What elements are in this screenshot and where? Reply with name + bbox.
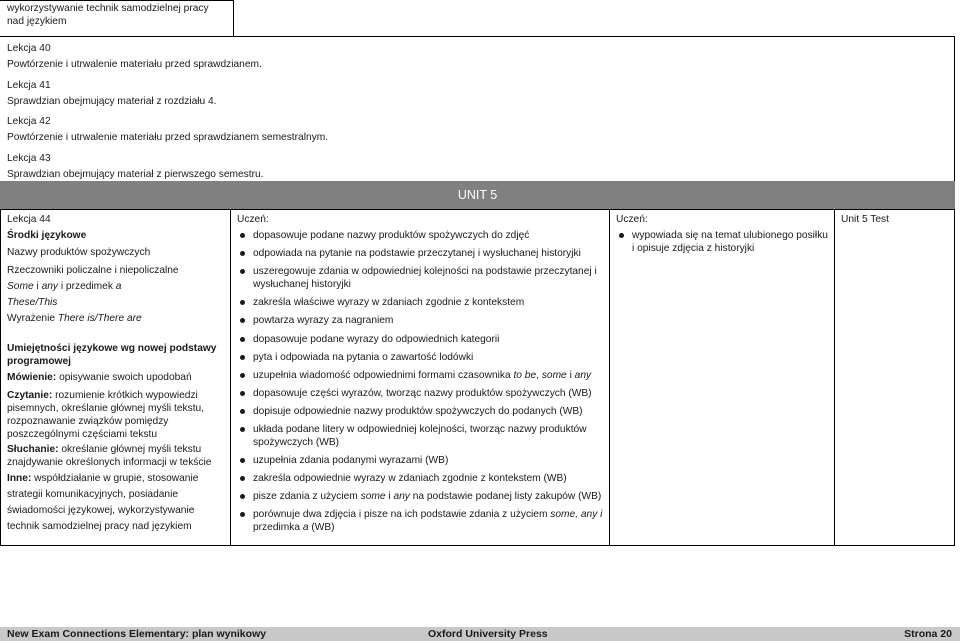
text-fragment: określanie głównej myśli tekstu: [58, 444, 202, 455]
text-fragment: opisywanie swoich upodobań: [56, 372, 192, 383]
lesson-text: Sprawdzian obejmujący materiał z pierwszego semestru.: [7, 169, 264, 180]
list-item: dopasowuje podane wyrazy do odpowiednich kategorii: [237, 333, 605, 346]
text-fragment: i: [385, 491, 394, 502]
lesson-block: [7, 152, 328, 181]
list-item: wypowiada się na temat ulubionego posiłku i opisuje zdjęcia z historyjki: [616, 229, 830, 255]
table-top-border: [0, 0, 233, 1]
top-cell-line: wykorzystywanie technik samodzielnej pracy: [7, 3, 209, 14]
italic-term: There is/There are: [57, 313, 142, 324]
footer-left: New Exam Connections Elementary: plan wynikowy: [7, 628, 267, 640]
italic-term: to be: [513, 370, 537, 381]
content-line: Nazwy produktów spożywczych: [7, 247, 151, 258]
italic-term: some, any i: [550, 509, 603, 520]
italic-term: a: [302, 522, 309, 533]
requirements-list: [616, 229, 830, 255]
unit-header-title: UNIT 5: [457, 188, 498, 202]
table-col-divider: [609, 209, 610, 546]
lesson-block: [7, 42, 328, 79]
skill-line: znajdywanie określonych informacji w tekście: [7, 457, 212, 468]
italic-term: any: [41, 281, 58, 292]
list-item: pyta i odpowiada na pytania o zawartość lodówki: [237, 351, 605, 364]
unit-header-bar: [0, 181, 955, 209]
lesson-title: Lekcja 40: [7, 43, 51, 54]
table-col-divider: [834, 209, 835, 546]
list-item: uzupełnia zdania podanymi wyrazami (WB): [237, 454, 605, 467]
list-item: odpowiada na pytanie na podstawie przeczytanej i wysłuchanej historyjki: [237, 247, 605, 260]
footer-center: Oxford University Press: [428, 628, 548, 640]
top-cell-line: nad językiem: [7, 16, 67, 27]
table-row-border: [0, 36, 955, 37]
text-fragment: współdziałanie w grupie, stosowanie: [31, 473, 199, 484]
section-heading: Środki językowe: [7, 230, 87, 241]
list-item: zakreśla właściwe wyrazy w zdaniach zgodnie z kontekstem: [237, 296, 605, 309]
text-fragment: ,: [536, 370, 542, 381]
skill-line: poszczególnymi częściami tekstu: [7, 429, 158, 440]
skill-line: technik samodzielnej pracy nad językiem: [7, 521, 192, 532]
tests-column: [841, 213, 951, 226]
top-cell: [7, 2, 209, 28]
table-col-divider: [954, 209, 955, 546]
list-item: [237, 508, 605, 534]
skill-line: [7, 443, 227, 456]
column-header: Uczeń:: [237, 214, 269, 225]
table-row-border: [0, 209, 955, 210]
list-item: dopisuje odpowiednie nazwy produktów spożywczych do podanych (WB): [237, 405, 605, 418]
section-heading: Umiejętności językowe wg nowej podstawy: [7, 343, 217, 354]
text-fragment: rozumienie krótkich wypowiedzi: [52, 390, 198, 401]
italic-term: any: [574, 370, 592, 381]
text-fragment: i: [33, 281, 42, 292]
skill-line: [7, 389, 227, 402]
lessons-list: [7, 42, 328, 181]
table-row-border: [0, 545, 955, 546]
skill-label: Inne:: [7, 473, 32, 484]
content-line: [7, 280, 227, 293]
text-fragment: i przedimek: [58, 281, 116, 292]
lesson-title: Lekcja 43: [7, 153, 51, 164]
lesson-title: Lekcja 42: [7, 116, 51, 127]
text-fragment: na podstawie podanej listy zakupów (WB): [409, 491, 602, 502]
test-label: Unit 5 Test: [841, 214, 889, 225]
table-col-divider: [230, 209, 231, 546]
text-fragment: uzupełnia wiadomość odpowiednimi formami czasownika: [253, 370, 514, 381]
extended-requirements-column: [616, 213, 830, 255]
list-item: dopasowuje części wyrazów, tworząc nazwy produktów spożywczych (WB): [237, 387, 605, 400]
skill-line: [7, 472, 227, 485]
text-fragment: pisze zdania z użyciem: [253, 491, 361, 502]
lesson-block: [7, 79, 328, 115]
lesson-block: [7, 115, 328, 152]
content-line: Rzeczowniki policzalne i niepoliczalne: [7, 265, 179, 276]
list-item: [237, 490, 605, 503]
list-item: uszeregowuje zdania w odpowiedniej kolejności na podstawie przeczytanej i wysłuchanej historyjki: [237, 265, 605, 291]
content-line: [7, 312, 227, 325]
skill-line: świadomości językowej, wykorzystywanie: [7, 505, 195, 516]
language-means-column: [7, 213, 227, 533]
italic-term: some: [360, 491, 386, 502]
list-item: dopasowuje podane nazwy produktów spożywczych do zdjęć: [237, 229, 605, 242]
list-item: układa podane litery w odpowiedniej kolejności, tworząc nazwy produktów spożywczych (WB): [237, 423, 605, 449]
list-item: [237, 369, 605, 382]
lesson-text: Powtórzenie i utrwalenie materiału przed sprawdzianem semestralnym.: [7, 132, 329, 143]
text-fragment: przedimka: [253, 522, 303, 533]
lesson-text: Powtórzenie i utrwalenie materiału przed sprawdzianem.: [7, 59, 262, 70]
italic-term: a: [115, 281, 122, 292]
basic-requirements-column: [237, 213, 605, 534]
text-fragment: Wyrażenie: [7, 313, 58, 324]
page-footer: [0, 627, 960, 641]
skill-line: [7, 371, 227, 384]
footer-right: Strona 20: [904, 628, 952, 640]
skill-label: Słuchanie:: [7, 444, 59, 455]
section-heading: programowej: [7, 356, 71, 367]
italic-term: some: [541, 370, 567, 381]
table-col-divider: [0, 209, 1, 546]
skill-line: pisemnych, określanie głównej myśli tekstu,: [7, 403, 205, 414]
list-item: zakreśla odpowiednie wyrazy w zdaniach zgodnie z kontekstem (WB): [237, 472, 605, 485]
skill-line: rozpoznawanie związków pomiędzy: [7, 416, 169, 427]
skill-label: Czytanie:: [7, 390, 53, 401]
content-line: These/This: [7, 297, 58, 308]
skill-label: Mówienie:: [7, 372, 57, 383]
italic-term: any: [393, 491, 410, 502]
lesson-title: Lekcja 44: [7, 214, 51, 225]
skill-line: strategii komunikacyjnych, posiadanie: [7, 489, 179, 500]
column-header: Uczeń:: [616, 214, 648, 225]
requirements-list: [237, 229, 605, 534]
lesson-text: Sprawdzian obejmujący materiał z rozdziału 4.: [7, 96, 217, 107]
lesson-title: Lekcja 41: [7, 80, 51, 91]
text-fragment: i: [566, 370, 575, 381]
list-item: powtarza wyrazy za nagraniem: [237, 314, 605, 327]
table-right-border: [954, 36, 955, 181]
italic-term: Some: [7, 281, 34, 292]
text-fragment: porównuje dwa zdjęcia i pisze na ich podstawie zdania z użyciem: [253, 509, 551, 520]
text-fragment: (WB): [308, 522, 335, 533]
table-divider-top: [233, 0, 234, 36]
